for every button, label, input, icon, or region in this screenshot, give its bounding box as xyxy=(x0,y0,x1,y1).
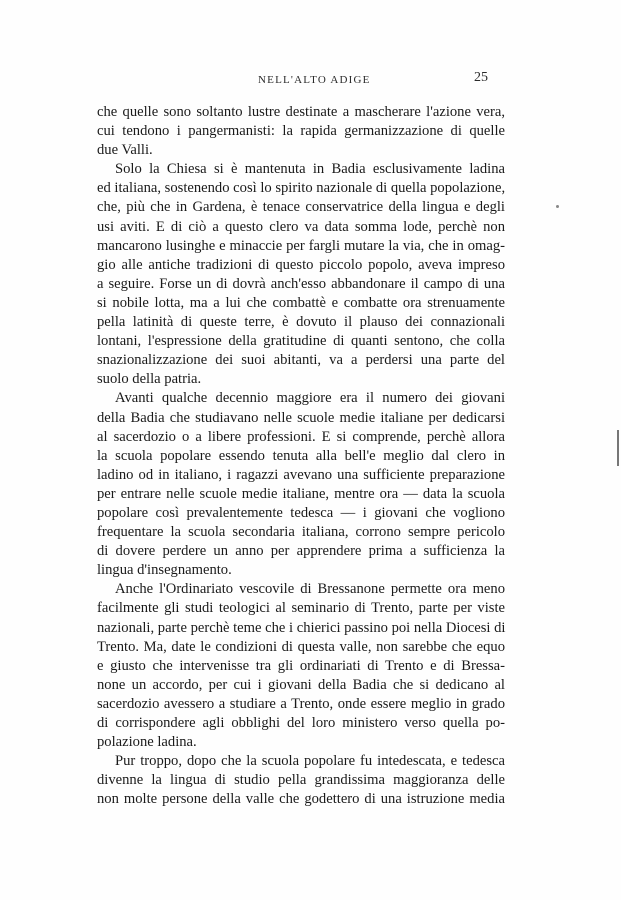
text-line: sacerdozio avessero a studiare a Trento, onde essere meglio in grado xyxy=(97,695,505,712)
text-line: Solo la Chiesa si è mantenuta in Badia esclusivamente ladina xyxy=(115,161,505,178)
text-line: Anche l'Ordinariato vescovile di Bressanone permette ora meno xyxy=(115,581,505,598)
text-line: lingua d'insegnamento. xyxy=(97,562,232,579)
text-line: cui tendono i pangermanisti: la rapida germanizzazione di quelle xyxy=(97,123,505,140)
text-line: e giusto che intervenisse tra gli ordinariati di Trento e di Bressa- xyxy=(97,657,505,674)
text-line: pella latinità di queste terre, è dovuto il plauso dei connazionali xyxy=(97,314,505,331)
text-line: ed italiana, sostenendo così lo spirito nazionale di quella popolazione, xyxy=(97,180,506,197)
running-title: NELL'ALTO ADIGE xyxy=(258,74,371,86)
paragraph xyxy=(97,752,505,809)
text-line: facilmente gli studi teologici al seminario di Trento, parte per viste xyxy=(97,600,505,617)
text-line: suolo della patria. xyxy=(97,371,202,388)
text-line: a seguire. Forse un di dovrà anch'esso abbandonare il campo di una xyxy=(97,275,505,292)
text-line: Avanti qualche decennio maggiore era il numero dei giovani xyxy=(115,390,505,407)
paragraph xyxy=(97,580,505,752)
text-line: due Valli. xyxy=(97,142,153,159)
text-line: popolare così prevalentemente tedesca — i giovani che vogliono xyxy=(97,504,505,521)
paragraph xyxy=(97,389,505,580)
page-number: 25 xyxy=(474,70,488,85)
text-line: divenne la lingua di studio pella grandissima maggioranza delle xyxy=(97,772,505,789)
text-line: snazionalizzazione dei suoi abitanti, va a perdersi una parte del xyxy=(97,352,505,369)
text-line: frequentare la scuola secondaria italiana, corrono sempre pericolo xyxy=(97,524,505,541)
paragraph xyxy=(97,160,505,389)
text-line: per entrare nelle scuole medie italiane, mentre ora — data la scuola xyxy=(97,485,505,502)
text-line: la scuola popolare essendo tenuta alla bell'e meglio dal clero in xyxy=(97,447,505,464)
text-line: si nobile lotta, ma a lui che combattè e combatte ora strenuamente xyxy=(97,294,505,311)
text-line: polazione ladina. xyxy=(97,734,197,751)
text-line: di corrispondere agli obblighi del loro ministero verso quella po- xyxy=(97,715,505,731)
text-line: ladino od in italiano, i ragazzi avevano una sufficiente preparazione xyxy=(97,466,505,483)
text-line: usi aviti. E di ciò a questo clero va data somma lode, perchè non xyxy=(97,218,505,235)
text-line: della Badia che studiavano nelle scuole medie italiane per dedicarsi xyxy=(97,409,505,426)
text-line: mancarono lusinghe e minaccie per fargli mutare la via, che in omag- xyxy=(97,237,505,254)
body-text xyxy=(97,103,505,809)
page-edge-mark xyxy=(617,430,619,466)
text-line: gio alle antiche tradizioni di questo piccolo popolo, aveva impreso xyxy=(97,256,505,273)
text-line: none un accordo, per cui i giovani della Badia che si dedicano al xyxy=(97,676,505,693)
text-line: di dovere perdere un anno per apprendere prima a sufficienza la xyxy=(97,543,505,560)
print-speck xyxy=(556,205,559,208)
text-line: nazionali, parte perchè teme che i chierici passino poi nella Diocesi di xyxy=(97,619,506,636)
text-line: che quelle sono soltanto lustre destinate a mascherare l'azione vera, xyxy=(97,104,505,120)
text-line: al sacerdozio o a libere professioni. E si comprende, perchè allora xyxy=(97,428,505,445)
text-line: che, più che in Gardena, è tenace conservatrice della lingua e degli xyxy=(97,199,505,216)
text-line: Trento. Ma, date le condizioni di questa valle, non sarebbe che equo xyxy=(97,638,505,655)
paragraph xyxy=(97,103,505,160)
text-line: non molte persone della valle che godettero di una istruzione media xyxy=(97,791,505,808)
text-line: Pur troppo, dopo che la scuola popolare fu intedescata, e tedesca xyxy=(115,753,505,770)
text-line: lontani, l'espressione della gratitudine di quanti sentono, che colla xyxy=(97,333,505,350)
